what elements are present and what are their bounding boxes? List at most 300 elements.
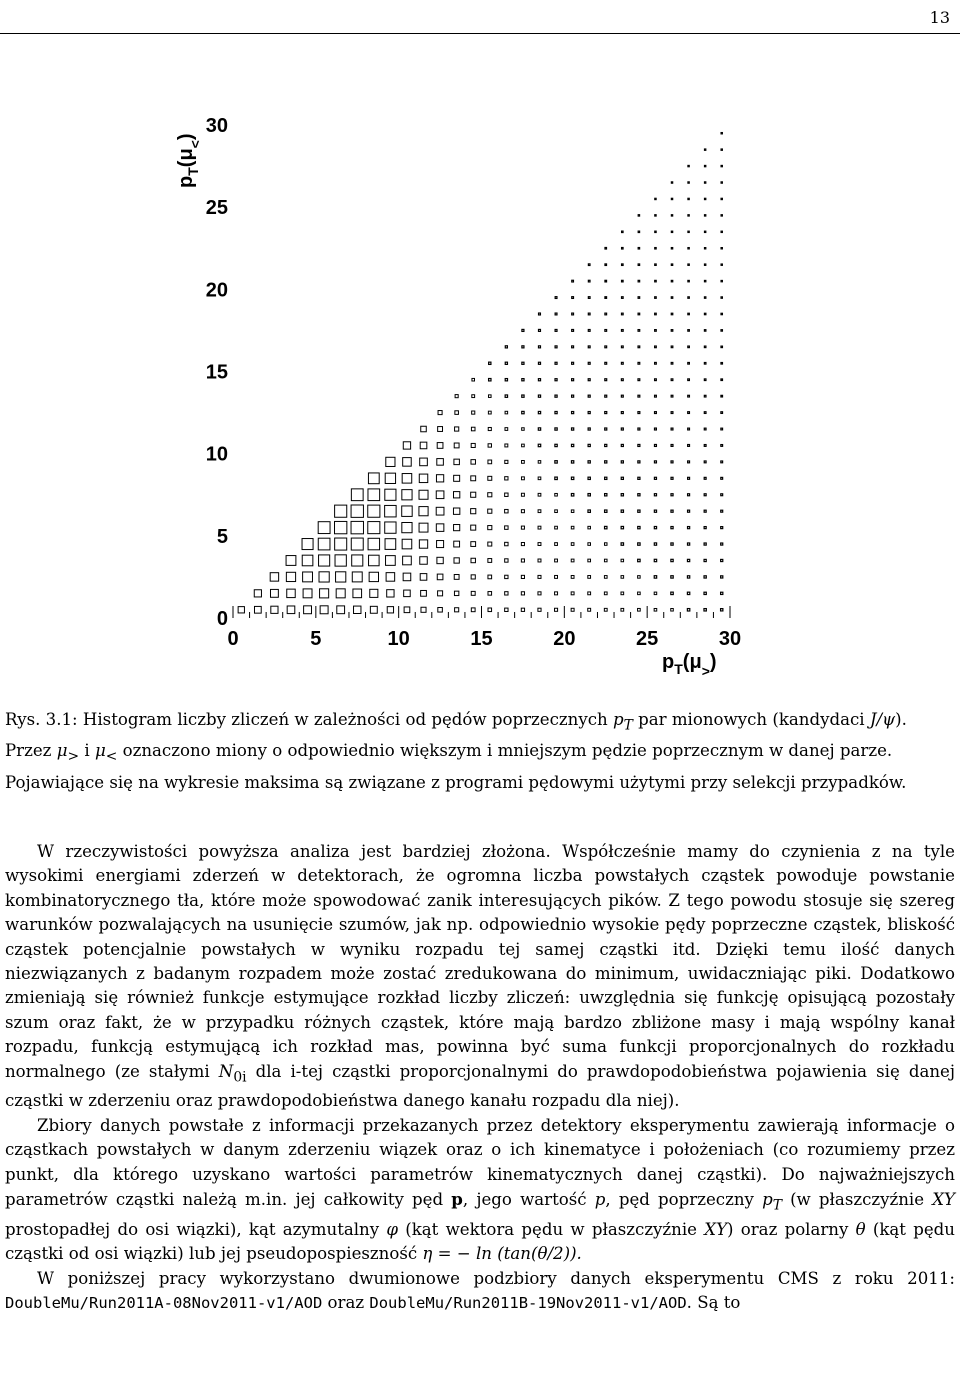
histogram-bin — [671, 428, 673, 430]
histogram-bin — [704, 510, 706, 512]
histogram-bin — [539, 313, 541, 315]
paragraph-1-text: W rzeczywistości powyższa analiza jest bardziej złożona. Współcześnie mamy do czynienia z na tyle wysokimi energiami zderzeń w detektorach, że ogromna liczba powstałych cząstek powoduje powstanie kombinatorycznego tła, które może spowodować zanik interesujących pików. Z tego powodu stosuje się szereg warunków pozwalających na usunięcie szumów, jak np. odpowiednio wysokie pędy poprzeczne cząstek, bliskość cząstek potencjalnie powstałych w wyniku rozpadu tej samej cząstki itd. Dzięki temu ilość danych niezwiązanych z badanym rozpadem może zostać zredukowana do minimum, uwidaczniając piki. Dodatkowo zmieniają się również funkcje estymujące rozkład liczby zliczeń: uwzględnia się funkcję opisującą pozostały szum oraz fakt, że w przypadku różnych cząstek, które mają bardzo zbliżone masy i mają wspólny kanał rozpadu, funkcją estymującą ich rozkład mas, powinna być suma funkcji proporcjonalnych do rozkładu normalnego (ze stałymi — [5, 842, 955, 1081]
histogram-bin — [521, 526, 524, 529]
histogram-bin — [351, 489, 363, 501]
histogram-bin — [538, 510, 541, 513]
histogram-bin — [488, 476, 492, 480]
histogram-bin — [370, 606, 377, 613]
y-tick-label: 30 — [205, 115, 228, 137]
histogram-bin — [488, 509, 492, 513]
histogram-bin — [505, 509, 508, 512]
histogram-bin — [522, 444, 525, 447]
histogram-bin — [704, 412, 706, 414]
histogram-bin — [351, 505, 363, 517]
caption-pt-sub: T — [623, 717, 633, 734]
histogram-bin — [335, 555, 346, 566]
histogram-bin — [671, 182, 672, 183]
histogram-bin — [654, 559, 656, 561]
histogram-bin — [655, 231, 656, 232]
histogram-bin — [721, 313, 722, 314]
histogram-bin — [688, 346, 690, 348]
histogram-bin — [721, 182, 722, 183]
histogram-bin — [403, 442, 410, 449]
histogram-bin — [437, 557, 443, 563]
histogram-bin — [505, 575, 508, 578]
histogram-bin — [721, 330, 722, 331]
histogram-bin — [319, 572, 329, 582]
histogram-bin — [671, 313, 673, 315]
histogram-bin — [438, 608, 443, 613]
histogram-bin — [488, 575, 492, 579]
histogram-bin — [538, 395, 540, 397]
histogram-bin — [572, 280, 574, 282]
symbol-theta: θ — [855, 1219, 866, 1239]
histogram-bin — [705, 165, 706, 166]
histogram-bin — [571, 444, 573, 446]
histogram-bin — [605, 526, 607, 528]
histogram-bin — [436, 491, 444, 499]
histogram-bin — [488, 444, 491, 447]
histogram-bin — [621, 362, 623, 364]
histogram-bin — [604, 543, 607, 546]
histogram-bin — [671, 559, 673, 561]
histogram-bin — [505, 592, 508, 595]
histogram-bin — [572, 428, 574, 430]
histogram-bin — [705, 182, 706, 183]
histogram-bin — [671, 198, 672, 199]
caption-text-1: Histogram liczby zliczeń w zależności od pędów poprzecznych — [82, 710, 613, 729]
histogram-bin — [721, 133, 722, 134]
histogram-bin — [638, 297, 640, 299]
histogram-bin — [588, 608, 591, 611]
histogram-bin — [505, 493, 508, 496]
histogram-bin — [687, 543, 689, 545]
histogram-bin — [538, 543, 541, 546]
histogram-bin — [604, 608, 607, 611]
histogram-bin — [621, 592, 624, 595]
histogram-bin — [421, 426, 427, 432]
histogram-bin — [572, 412, 574, 414]
histogram-bin — [654, 428, 656, 430]
histogram-bin — [704, 428, 706, 430]
histogram-bin — [688, 248, 689, 249]
caption-text-2: par mionowych (kandydaci — [632, 710, 870, 729]
histogram-bin — [472, 395, 475, 398]
histogram-bin — [621, 395, 623, 397]
histogram-bin — [654, 461, 656, 463]
symbol-eta-formula: η = − ln (tan(θ/2)). — [422, 1244, 582, 1264]
histogram-bin — [555, 477, 557, 479]
histogram-bin — [688, 231, 689, 232]
histogram-bin — [238, 607, 244, 613]
symbol-p: p — [594, 1190, 606, 1209]
histogram-bin — [621, 428, 623, 430]
histogram-bin — [688, 412, 690, 414]
histogram-bin — [688, 461, 690, 463]
histogram-bin — [454, 475, 460, 481]
paragraph-2 — [5, 1114, 955, 1267]
histogram-bin — [621, 330, 623, 332]
histogram-bin — [471, 443, 475, 447]
histogram-bin — [335, 521, 347, 533]
histogram-bin — [368, 473, 379, 484]
histogram-bin — [522, 379, 524, 381]
histogram-bin — [605, 412, 607, 414]
histogram-bin — [605, 395, 607, 397]
histogram-bin — [721, 494, 723, 496]
histogram-bin — [671, 609, 674, 612]
histogram-bin — [655, 395, 657, 397]
p2-f: (kąt wektora pędu w płaszczyźnie — [398, 1219, 705, 1239]
histogram-bin — [688, 395, 690, 397]
histogram-bin — [655, 215, 656, 216]
histogram-bin — [621, 461, 623, 463]
histogram-bin — [721, 215, 722, 216]
histogram-bin — [505, 346, 507, 348]
histogram-bin — [705, 248, 706, 249]
histogram-bin — [471, 591, 475, 595]
histogram-bin — [621, 412, 623, 414]
histogram-bin — [605, 444, 607, 446]
histogram-bin — [521, 543, 524, 546]
histogram-bin — [638, 428, 640, 430]
histogram-bin — [522, 362, 524, 364]
histogram-bin — [555, 526, 558, 529]
histogram-bin — [505, 542, 508, 545]
histogram-bin — [621, 477, 623, 479]
histogram-bin — [353, 589, 362, 598]
histogram-bin — [638, 477, 640, 479]
histogram-bin — [654, 543, 656, 545]
histogram-bin — [419, 540, 427, 548]
x-tick-label: 25 — [636, 628, 659, 650]
histogram-bin — [488, 493, 492, 497]
histogram-bin — [721, 346, 722, 347]
histogram-bin — [605, 346, 607, 348]
histogram-bin — [336, 589, 345, 598]
histogram-bin — [385, 489, 396, 500]
histogram-bin — [638, 526, 640, 528]
histogram-bin — [605, 330, 607, 332]
histogram-bin — [454, 459, 459, 464]
histogram-bin — [671, 264, 672, 265]
histogram-bin — [605, 264, 607, 266]
histogram-bin — [638, 264, 639, 265]
histogram-bin — [320, 606, 328, 614]
histogram-bin — [572, 362, 574, 364]
histogram-bin — [555, 346, 557, 348]
histogram-bin — [622, 264, 624, 266]
histogram-bin — [605, 477, 607, 479]
caption-pt: p — [612, 710, 624, 729]
histogram-bin — [387, 590, 394, 597]
histogram-bin — [704, 494, 706, 496]
histogram-bin — [621, 608, 624, 611]
p2-e: prostopadłej do osi wiązki), kąt azymutalny — [5, 1219, 387, 1239]
histogram-bin — [385, 473, 395, 483]
paragraph-1-tail: dla i-tej cząstki proporcjonalnymi do prawdopodobieństwa pojawienia się danej cząstki w zderzeniu oraz prawdopodobieństwa danego kanału rozpadu dla niej). — [5, 1061, 955, 1111]
dataset-1: DoubleMu/Run2011A-08Nov2011-v1/AOD — [5, 1293, 323, 1312]
histogram-bin — [403, 556, 412, 565]
histogram-bin — [721, 445, 723, 447]
histogram-bin — [688, 264, 689, 265]
p3-a: W poniższej pracy wykorzystano dwumionowe podzbiory danych eksperymentu CMS z roku 2011: — [37, 1268, 955, 1288]
histogram-bin — [588, 297, 590, 299]
symbol-xy: XY — [932, 1190, 955, 1209]
histogram-bin — [704, 363, 706, 365]
histogram-bin — [638, 559, 640, 561]
histogram-bin — [638, 592, 641, 595]
histogram-bin — [271, 606, 278, 613]
histogram-bin — [505, 608, 508, 611]
histogram-bin — [505, 395, 507, 397]
histogram-bin — [471, 509, 476, 514]
histogram-bin — [403, 458, 412, 467]
histogram-bin — [505, 559, 508, 562]
histogram-bin — [638, 231, 639, 232]
p3-b: oraz — [322, 1292, 370, 1312]
histogram-bin — [588, 379, 590, 381]
histogram-bin — [687, 592, 689, 594]
histogram-bin — [605, 461, 607, 463]
histogram-bin — [638, 444, 640, 446]
histogram-bin — [471, 542, 476, 547]
histogram-bin — [572, 297, 574, 299]
symbol-pt: p — [762, 1190, 773, 1209]
histogram-bin — [654, 576, 656, 578]
histogram-bin — [688, 198, 689, 199]
histogram-bin — [386, 457, 395, 466]
histogram-bin — [421, 607, 426, 612]
histogram-bin — [488, 460, 492, 464]
histogram-bin — [318, 538, 330, 550]
histogram-bin — [270, 589, 278, 597]
histogram-bin — [721, 510, 723, 512]
histogram-bin — [336, 572, 346, 582]
histogram-bin — [688, 362, 690, 364]
histogram-bin — [671, 477, 673, 479]
histogram-bin — [454, 525, 460, 531]
histogram-bin — [671, 248, 672, 249]
histogram-bin — [638, 379, 640, 381]
dataset-2: DoubleMu/Run2011B-19Nov2011-v1/AOD — [369, 1293, 687, 1312]
histogram-bin — [721, 609, 723, 611]
histogram-bin — [572, 313, 574, 315]
x-tick-label: 15 — [470, 628, 493, 650]
histogram-bin — [621, 346, 623, 348]
histogram-bin — [655, 248, 656, 249]
histogram-bin — [588, 444, 590, 446]
x-tick-label: 10 — [387, 628, 410, 650]
histogram-bin — [454, 575, 459, 580]
caption-text-5: oznaczono miony o odpowiednio większym i mniejszym pędzie poprzecznym w danej parze. Pojawiające się na wykresie maksima są związane z programi pędowymi użytymi przy selekcji przypadków. — [5, 741, 907, 792]
histogram-bin — [704, 477, 706, 479]
histogram-bin — [436, 507, 444, 515]
histogram-bin — [522, 329, 524, 331]
histogram-bin — [318, 522, 330, 534]
histogram-bin — [605, 494, 607, 496]
histogram-bin — [654, 510, 656, 512]
histogram-bin — [688, 428, 690, 430]
histogram-bin — [688, 215, 689, 216]
histogram-bin — [522, 461, 525, 464]
histogram-bin — [571, 461, 573, 463]
histogram-bin — [688, 313, 689, 314]
histogram-bin — [721, 576, 723, 578]
histogram-bin — [655, 313, 657, 315]
histogram-bin — [605, 297, 607, 299]
y-tick-label: 0 — [216, 608, 228, 630]
histogram-bin — [302, 555, 313, 566]
page-number: 13 — [929, 8, 950, 27]
histogram-bin — [588, 264, 590, 266]
histogram-bin — [671, 494, 673, 496]
histogram-bin — [671, 412, 673, 414]
histogram-bin — [655, 280, 656, 281]
histogram-bin — [605, 247, 607, 249]
histogram-bin — [688, 445, 690, 447]
histogram-bin — [270, 573, 278, 581]
histogram-bin — [438, 427, 443, 432]
histogram-bin — [604, 559, 607, 562]
histogram-bin — [671, 510, 673, 512]
histogram-bin — [655, 264, 656, 265]
histogram-bin — [403, 573, 411, 581]
histogram-bin — [555, 297, 557, 299]
histogram-bin — [337, 606, 345, 614]
histogram-bin — [671, 215, 672, 216]
x-tick-label: 0 — [227, 628, 239, 650]
histogram-bin — [621, 543, 623, 545]
histogram-bin — [488, 427, 491, 430]
histogram-bin — [605, 280, 607, 282]
histogram-bin — [421, 590, 427, 596]
histogram-bin — [454, 443, 459, 448]
histogram-bin — [687, 559, 689, 561]
histogram-bin — [571, 608, 574, 611]
histogram-bin — [303, 572, 313, 582]
histogram-bin — [704, 280, 705, 281]
histogram-bin — [721, 264, 722, 265]
histogram-bin — [621, 313, 623, 315]
histogram-bin — [621, 444, 623, 446]
histogram-bin — [489, 362, 491, 364]
histogram-bin — [538, 526, 541, 529]
histogram-bin — [404, 590, 411, 597]
histogram-bin — [488, 559, 492, 563]
histogram-bin — [671, 280, 672, 281]
histogram-bin — [704, 543, 706, 545]
histogram-bin — [704, 395, 706, 397]
histogram-bin — [671, 576, 673, 578]
histogram-bin — [588, 559, 591, 562]
histogram-bin — [704, 445, 706, 447]
x-tick-label: 30 — [718, 628, 742, 650]
histogram-bin — [488, 411, 491, 414]
histogram-bin — [438, 591, 443, 596]
histogram-bin — [538, 444, 540, 446]
y-tick-label: 5 — [216, 525, 228, 548]
histogram-bin — [704, 609, 706, 611]
histogram-bin — [671, 395, 673, 397]
histogram-bin — [505, 411, 508, 414]
p2-a: Zbiory danych powstałe z informacji przekazanych przez detektory eksperymentu zawierają informacje o cząstkach powstałych w danym zderzeniu wiązek oraz o ich kinematyce i położeniach (co rozumiemy przez punkt, dla którego uzyskano wartości parametrów kinematycznych danej cząstki). Do najważniejszych parametrów cząstki należą m.in. jej całkowity pęd — [5, 1115, 955, 1209]
histogram-bin — [671, 527, 673, 529]
histogram-bin — [522, 346, 524, 348]
histogram-bin — [688, 297, 689, 298]
histogram-bin — [254, 590, 261, 597]
histogram-bin — [721, 592, 723, 594]
histogram-bin — [521, 510, 524, 513]
histogram-bin — [721, 477, 723, 479]
histogram-bin — [704, 313, 705, 314]
histogram-bin — [455, 411, 459, 415]
histogram-bin — [721, 543, 723, 545]
histogram-bin — [555, 543, 558, 546]
histogram-bin — [721, 280, 722, 281]
histogram-bin — [489, 379, 491, 381]
histogram-bin — [419, 523, 428, 532]
histogram-bin — [704, 297, 705, 298]
histogram-bin — [588, 280, 590, 282]
histogram-bin — [721, 149, 722, 150]
y-tick-label: 10 — [205, 443, 228, 466]
caption-jpsi: J/ψ — [869, 710, 896, 729]
histogram-bin — [638, 346, 640, 348]
figure-caption — [5, 707, 955, 795]
histogram-bin — [704, 527, 706, 529]
histogram-bin — [437, 574, 443, 580]
histogram-bin — [622, 231, 623, 232]
histogram-bin — [521, 493, 524, 496]
caption-text-4: i — [79, 741, 95, 761]
histogram-bin — [721, 165, 722, 166]
histogram-bin — [455, 427, 459, 431]
histogram-bin — [351, 538, 363, 550]
histogram-bin — [688, 527, 690, 529]
histogram-bin — [471, 460, 476, 465]
histogram-bin — [354, 606, 361, 613]
histogram-bin — [419, 474, 427, 482]
histogram-bin — [436, 475, 443, 482]
symbol-xy-2: XY — [704, 1219, 728, 1239]
histogram-bin — [420, 442, 427, 449]
histogram-bin — [704, 379, 706, 381]
histogram-bin — [687, 576, 689, 578]
histogram-bin — [704, 346, 706, 348]
histogram-bin — [688, 330, 690, 332]
histogram-bin — [538, 411, 540, 413]
p3-c: . Są to — [686, 1292, 741, 1312]
histogram-bin — [402, 474, 412, 484]
histogram-bin — [385, 505, 396, 516]
histogram-bin — [368, 505, 380, 517]
histogram-bin — [402, 523, 412, 533]
histogram-bin — [387, 607, 393, 613]
histogram-bin — [522, 428, 525, 431]
histogram-bin — [555, 444, 557, 446]
histogram-bin — [638, 494, 640, 496]
histogram-bin — [654, 526, 656, 528]
histogram-bin — [671, 231, 672, 232]
histogram-bin — [588, 330, 590, 332]
histogram-bin — [654, 608, 657, 611]
histogram-bin — [571, 543, 574, 546]
histogram-bin — [488, 542, 492, 546]
histogram-bin — [605, 313, 607, 315]
histogram-bin — [588, 543, 591, 546]
histogram-bin — [385, 539, 396, 550]
